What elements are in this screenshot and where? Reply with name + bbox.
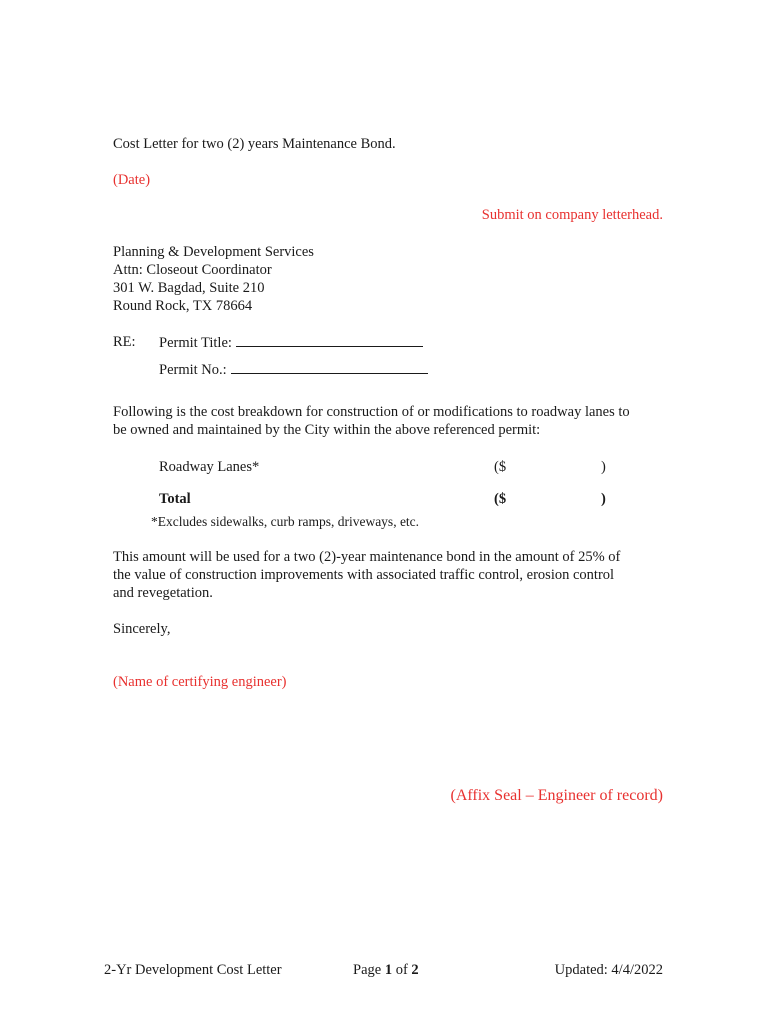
permit-title-blank bbox=[236, 333, 423, 347]
permit-title-label: Permit Title: bbox=[159, 335, 232, 351]
address-line: 301 W. Bagdad, Suite 210 bbox=[113, 280, 265, 296]
cost-total-open: ($ bbox=[494, 491, 507, 507]
permit-no-label: Permit No.: bbox=[159, 362, 227, 378]
letterhead-note: Submit on company letterhead. bbox=[481, 207, 663, 223]
cost-row-close: ) bbox=[601, 459, 606, 475]
page-of: of bbox=[392, 962, 412, 978]
cost-total-close: ) bbox=[601, 491, 606, 507]
footer-doc-name: 2-Yr Development Cost Letter bbox=[104, 962, 282, 978]
date-placeholder: (Date) bbox=[113, 172, 151, 188]
re-label: RE: bbox=[113, 334, 136, 350]
cost-row-label: Roadway Lanes* bbox=[159, 459, 260, 475]
permit-no-row bbox=[159, 360, 428, 379]
closing: Sincerely, bbox=[113, 621, 171, 637]
permit-no-blank bbox=[231, 360, 428, 374]
paragraph-line: the value of construction improvements with associated traffic control, erosion control bbox=[113, 567, 615, 583]
address-line: Planning & Development Services bbox=[113, 244, 314, 260]
paragraph-line: be owned and maintained by the City within the above referenced permit: bbox=[113, 422, 541, 438]
paragraph-line: This amount will be used for a two (2)-year maintenance bond in the amount of 25% of bbox=[113, 549, 621, 565]
document-title: Cost Letter for two (2) years Maintenance Bond. bbox=[113, 136, 396, 152]
page-total: 2 bbox=[411, 962, 419, 978]
footer-page-number bbox=[353, 961, 419, 979]
page-current: 1 bbox=[384, 962, 393, 978]
engineer-name-placeholder: (Name of certifying engineer) bbox=[113, 674, 287, 690]
address-line: Round Rock, TX 78664 bbox=[113, 298, 253, 314]
cost-footnote: *Excludes sidewalks, curb ramps, driveways, etc. bbox=[151, 514, 420, 529]
paragraph-line: and revegetation. bbox=[113, 585, 213, 601]
seal-placeholder: (Affix Seal – Engineer of record) bbox=[450, 787, 663, 804]
cost-row-open: ($ bbox=[494, 459, 507, 475]
page-prefix: Page bbox=[353, 962, 385, 978]
cost-total-label: Total bbox=[159, 491, 191, 507]
address-line: Attn: Closeout Coordinator bbox=[113, 262, 272, 278]
footer-updated: Updated: 4/4/2022 bbox=[554, 962, 663, 978]
paragraph-line: Following is the cost breakdown for construction of or modifications to roadway lanes to bbox=[113, 404, 630, 420]
permit-title-row bbox=[159, 333, 423, 352]
